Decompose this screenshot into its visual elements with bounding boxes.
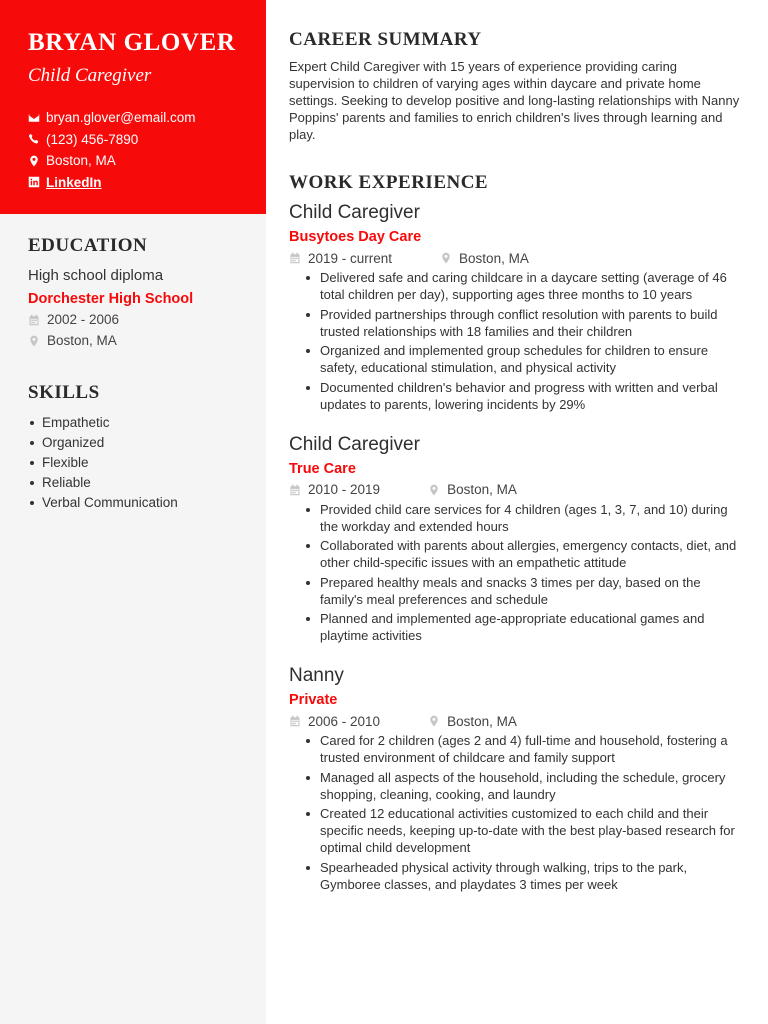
map-pin-icon xyxy=(428,484,440,496)
job-title: Nanny xyxy=(289,665,344,686)
education-dates-text: 2002 - 2006 xyxy=(47,312,120,327)
job-title: Child Caregiver xyxy=(289,202,420,223)
job-entry xyxy=(289,664,745,893)
map-pin-icon xyxy=(440,252,452,264)
sidebar-body xyxy=(0,214,266,513)
job-bullet: Documented children's behavior and progress with written and verbal updates to parents, lowering incidents by 29% xyxy=(320,379,745,413)
job-location xyxy=(440,251,529,266)
job-location xyxy=(428,482,517,497)
linkedin-icon xyxy=(28,176,40,188)
job-dates-text: 2010 - 2019 xyxy=(308,482,381,497)
job-meta xyxy=(289,479,745,501)
contact-phone[interactable] xyxy=(28,129,242,151)
skill-item: Empathetic xyxy=(28,413,242,433)
envelope-icon xyxy=(28,112,40,124)
job-bullets xyxy=(320,269,745,413)
calendar-icon xyxy=(28,314,40,326)
job-meta xyxy=(289,710,745,732)
calendar-icon xyxy=(289,252,301,264)
sidebar xyxy=(0,0,266,1024)
experience-title: WORK EXPERIENCE xyxy=(289,172,489,193)
job-bullet: Delivered safe and caring childcare in a daycare setting (average of 46 total children per day), supporting ages three months to 10 years xyxy=(320,269,745,303)
education-school: Dorchester High School xyxy=(28,291,194,307)
job-entry xyxy=(289,201,745,413)
job-bullet: Planned and implemented age-appropriate educational games and playtime activities xyxy=(320,610,745,644)
skills-list xyxy=(28,413,242,513)
phone-icon xyxy=(28,133,40,145)
skill-item: Organized xyxy=(28,433,242,453)
job-company: Private xyxy=(289,692,338,708)
email-text: bryan.glover@email.com xyxy=(46,110,196,126)
contact-linkedin[interactable] xyxy=(28,172,242,194)
summary-title: CAREER SUMMARY xyxy=(289,29,482,50)
location-text: Boston, MA xyxy=(46,153,116,169)
job-bullet: Prepared healthy meals and snacks 3 times per day, based on the family's meal preferences and schedule xyxy=(320,574,745,608)
main-content xyxy=(289,28,745,895)
candidate-name: BRYAN GLOVER xyxy=(28,29,236,56)
job-location-text: Boston, MA xyxy=(459,250,529,266)
phone-text: (123) 456-7890 xyxy=(46,131,139,147)
job-bullets xyxy=(320,732,745,893)
contact-list xyxy=(28,107,242,193)
job-location-text: Boston, MA xyxy=(447,713,517,729)
job-bullet: Organized and implemented group schedules for children to ensure safety, educational stimulation, and physical activity xyxy=(320,342,745,376)
skill-item: Flexible xyxy=(28,453,242,473)
contact-location xyxy=(28,150,242,172)
map-pin-icon xyxy=(28,155,40,167)
job-dates xyxy=(289,482,380,497)
job-dates-text: 2019 - current xyxy=(308,250,393,266)
job-bullet: Collaborated with parents about allergies, emergency contacts, diet, and other child-specific issues with an empathetic attitude xyxy=(320,537,745,571)
job-dates xyxy=(289,714,380,729)
header-block xyxy=(0,0,266,214)
job-meta xyxy=(289,247,745,269)
map-pin-icon xyxy=(428,715,440,727)
skill-item: Reliable xyxy=(28,473,242,493)
contact-email[interactable] xyxy=(28,107,242,129)
job-company: Busytoes Day Care xyxy=(289,229,422,245)
linkedin-link[interactable]: LinkedIn xyxy=(46,174,102,190)
education-title: EDUCATION xyxy=(28,235,148,256)
education-dates xyxy=(28,309,242,330)
job-dates xyxy=(289,251,392,266)
calendar-icon xyxy=(289,484,301,496)
job-dates-text: 2006 - 2010 xyxy=(308,713,381,729)
job-location xyxy=(428,714,517,729)
summary-text: Expert Child Caregiver with 15 years of experience providing caring supervision to children of varying ages within daycare and private home settings. Seeking to develop positive and long-lasting relationships with Nanny Poppins' parents and families to enrich children's lives through learning and play. xyxy=(289,59,740,142)
education-location xyxy=(28,330,242,351)
job-bullet: Managed all aspects of the household, including the schedule, grocery shopping, cleaning, cooking, and laundry xyxy=(320,769,745,803)
job-company: True Care xyxy=(289,460,356,477)
job-location-text: Boston, MA xyxy=(447,482,517,497)
job-title: Child Caregiver xyxy=(289,433,420,455)
job-bullets xyxy=(320,501,745,645)
job-bullet: Created 12 educational activities customized to each child and their specific needs, keeping up-to-date with the best play-based research for optimal child development xyxy=(320,805,745,856)
candidate-role: Child Caregiver xyxy=(28,65,152,86)
job-bullet: Provided partnerships through conflict resolution with parents to build trusted relationships with 18 families and their children xyxy=(320,306,745,340)
skills-title: SKILLS xyxy=(28,382,100,403)
job-bullet: Spearheaded physical activity through walking, trips to the park, Gymboree classes, and playdates 3 times per week xyxy=(320,859,745,893)
job-entry xyxy=(289,433,745,645)
education-location-text: Boston, MA xyxy=(47,333,117,348)
map-pin-icon xyxy=(28,335,40,347)
job-bullet: Provided child care services for 4 children (ages 1, 3, 7, and 10) during the workday and extended hours xyxy=(320,501,745,535)
job-bullet: Cared for 2 children (ages 2 and 4) full-time and household, fostering a trusted environment of childcare and family support xyxy=(320,732,745,766)
skill-item: Verbal Communication xyxy=(28,493,242,513)
calendar-icon xyxy=(289,715,301,727)
education-degree: High school diploma xyxy=(28,267,164,284)
